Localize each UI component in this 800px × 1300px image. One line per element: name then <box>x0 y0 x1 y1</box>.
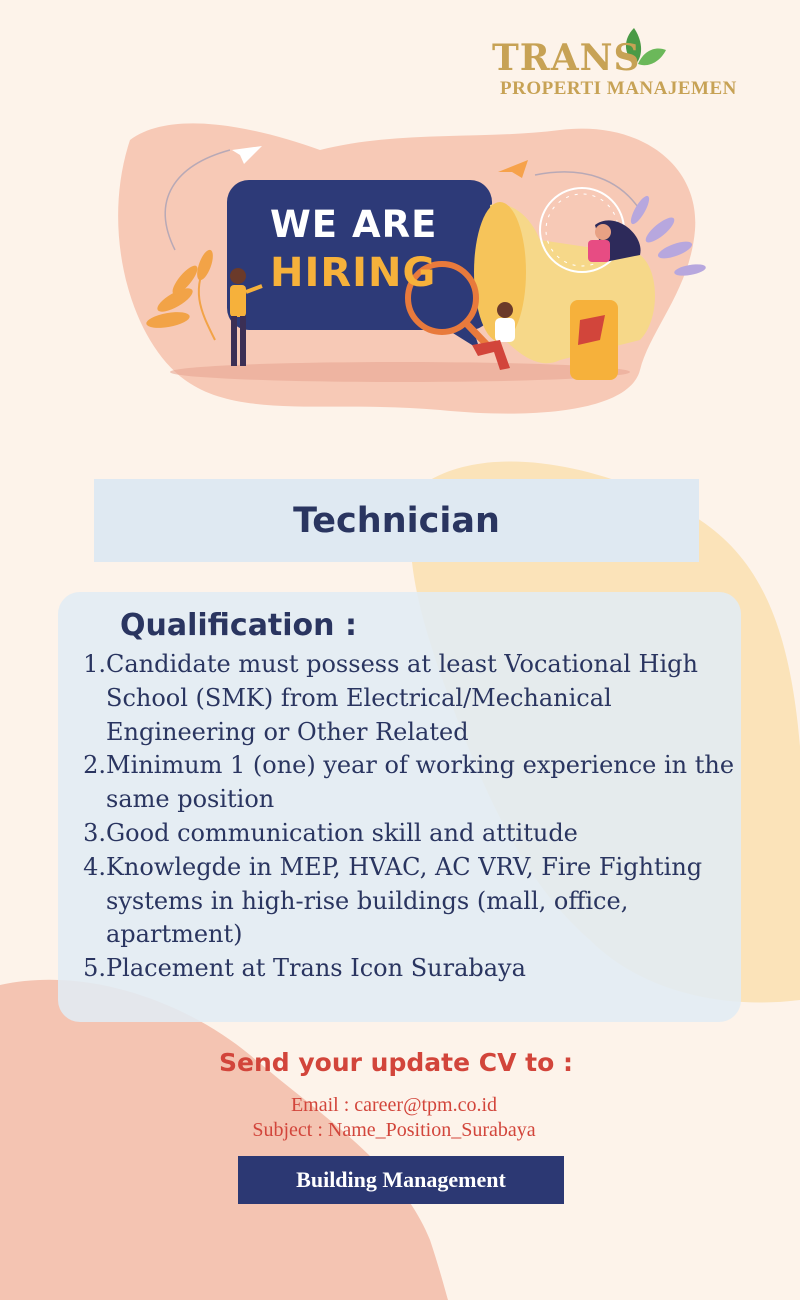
send-cv-heading: Send your update CV to : <box>219 1048 573 1077</box>
qualification-panel <box>58 592 741 1022</box>
building-management-button: Building Management <box>238 1156 564 1204</box>
qualification-text: Candidate must possess at least Vocational High School (SMK) from Electrical/Mechanical Engineering or Other Related <box>106 650 698 746</box>
qualification-text: Minimum 1 (one) year of working experience in the same position <box>106 751 735 814</box>
banner-line-1: WE ARE <box>270 203 438 246</box>
qualification-item <box>78 749 738 817</box>
logo-subtitle: PROPERTI MANAJEMEN <box>500 78 737 99</box>
qualification-item <box>78 817 738 851</box>
qualification-number: 3. <box>83 818 106 847</box>
qualification-item <box>78 851 738 952</box>
qualification-text: Knowlegde in MEP, HVAC, AC VRV, Fire Fighting systems in high-rise buildings (mall, office, apartment) <box>106 852 703 949</box>
qualification-list <box>78 648 738 986</box>
contact-email: Email : career@tpm.co.id <box>290 1094 498 1116</box>
qualification-item <box>78 648 738 749</box>
qualification-text: Placement at Trans Icon Surabaya <box>106 954 526 983</box>
qualification-heading: Qualification : <box>120 608 357 643</box>
qualification-number: 5. <box>83 954 106 983</box>
ground-shadow <box>170 362 630 382</box>
company-logo <box>492 30 777 102</box>
contact-subject: Subject : Name_Position_Surabaya <box>252 1119 536 1141</box>
qualification-number: 2. <box>83 751 106 780</box>
qualification-number: 1. <box>83 650 106 678</box>
position-title: Technician <box>293 500 500 541</box>
qualification-item <box>78 952 738 986</box>
banner-line-2: HIRING <box>270 250 437 296</box>
qualification-text: Good communication skill and attitude <box>106 818 578 847</box>
qualification-number: 4. <box>83 852 106 881</box>
logo-name: TRANS <box>492 37 641 79</box>
position-title-box <box>94 479 699 562</box>
